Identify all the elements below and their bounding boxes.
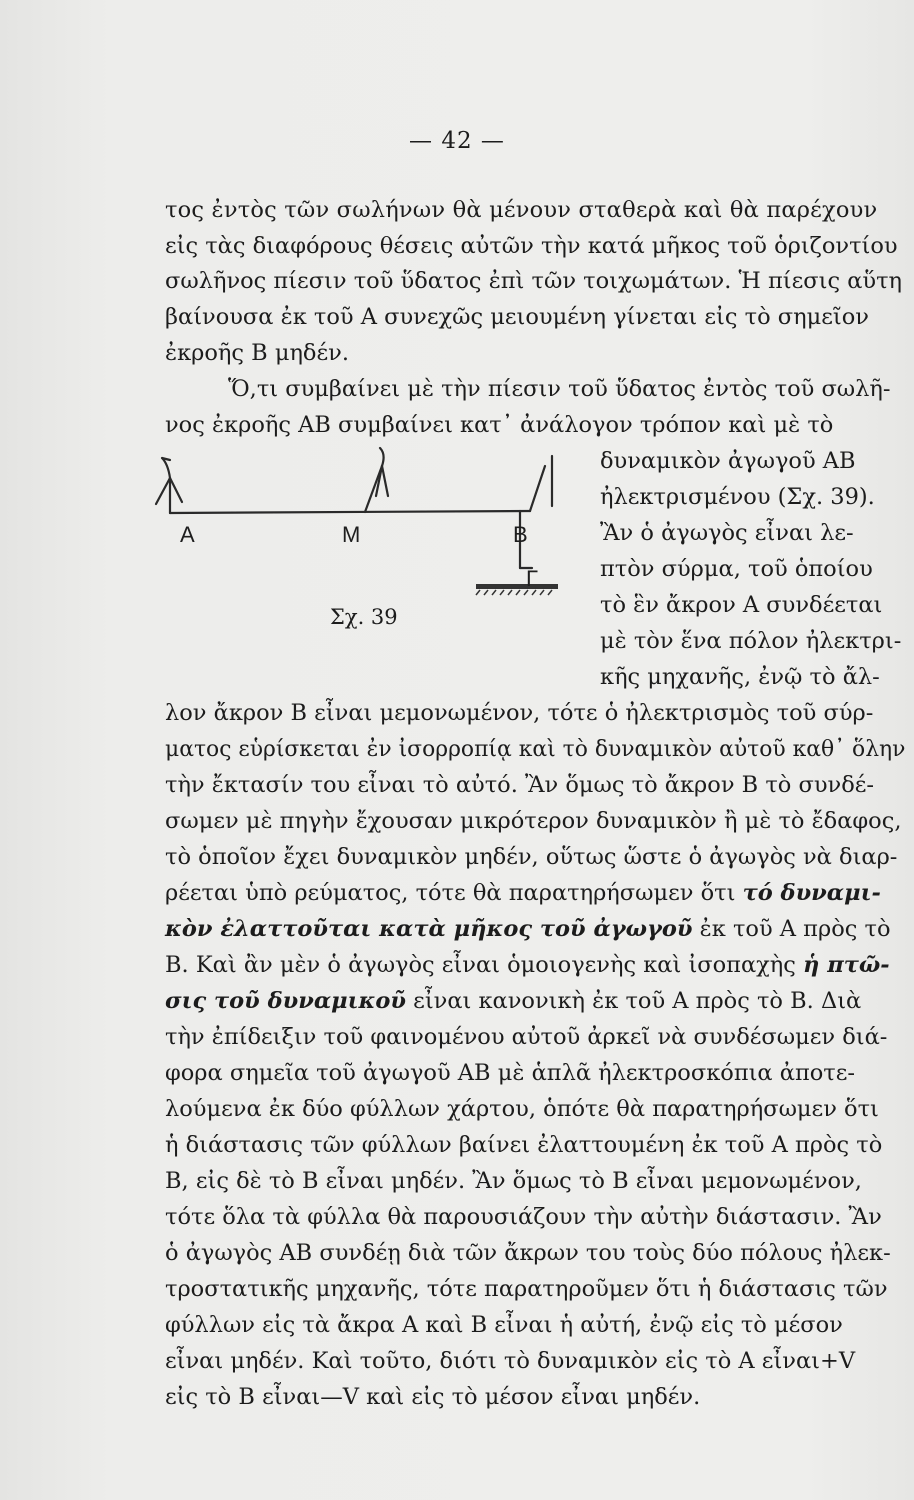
label-m: M <box>342 522 361 547</box>
text-run: ρέεται ὑπὸ ρεύματος, τότε θὰ παρατηρήσωμεν ὅτι <box>165 880 736 906</box>
text-line: τότε ὅλα τὰ φύλλα θὰ παρουσιάζουν τὴν αὐτὴν διάστασιν. Ἂν <box>165 1204 882 1230</box>
label-g: Γ <box>526 566 539 591</box>
electroscope-a-hook <box>162 458 170 478</box>
emphasis-text: τό δυναμι- <box>742 880 881 906</box>
emphasis-text: ἡ πτῶ- <box>803 952 890 978</box>
text-run: εἶναι κανονικὴ ἐκ τοῦ Α πρὸς τὸ Β. Διὰ <box>413 988 862 1014</box>
side-text-line: ἠλεκτρισμένου (Σχ. 39). <box>600 484 875 510</box>
emphasis-text: σις τοῦ δυναμικοῦ <box>165 988 406 1014</box>
text-line: τὸ ὁποῖον ἔχει δυναμικὸν μηδέν, οὕτως ὥστε ὁ ἀγωγὸς νὰ διαρ- <box>165 844 898 870</box>
text-line: λον ἄκρον Β εἶναι μεμονωμένον, τότε ὁ ἠλεκτρισμὸς τοῦ σύρ- <box>165 700 874 726</box>
figure-39-diagram <box>150 418 590 668</box>
text-line: ἐκροῆς Β μηδέν. <box>165 340 349 366</box>
text-line <box>165 951 890 979</box>
text-line: τροστατικῆς μηχανῆς, τότε παρατηροῦμεν ὅτι ἡ διάστασις τῶν <box>165 1276 888 1302</box>
text-line: ἡ διάστασις τῶν φύλλων βαίνει ἐλαττουμένη ἐκ τοῦ Α πρὸς τὸ <box>165 1132 883 1158</box>
ground-hatching <box>476 584 558 595</box>
text-line: τὴν ἔκτασίν του εἶναι τὸ αὐτό. Ἂν ὅμως τὸ ἄκρον Β τὸ συνδέ- <box>165 772 875 798</box>
text-line <box>165 879 881 907</box>
side-text-line: κῆς μηχανῆς, ἐνῷ τὸ ἄλ- <box>600 664 880 690</box>
text-line: σωμεν μὲ πηγὴν ἔχουσαν μικρότερον δυναμικὸν ἢ μὲ τὸ ἔδαφος, <box>165 808 902 834</box>
text-line: Β, εἰς δὲ τὸ Β εἶναι μηδέν. Ἂν ὅμως τὸ Β εἶναι μεμονωμένον, <box>165 1168 862 1194</box>
electroscope-m-hook <box>380 448 384 466</box>
text-line: τος ἐντὸς τῶν σωλήνων θὰ μένουν σταθερὰ καὶ θὰ παρέχουν <box>165 197 878 223</box>
text-line: Ὅ,τι συμβαίνει μὲ τὴν πίεσιν τοῦ ὕδατος ἐντὸς τοῦ σωλῆ- <box>228 376 891 402</box>
text-line <box>165 915 891 943</box>
text-line: λούμενα ἐκ δύο φύλλων χάρτου, ὁπότε θὰ παρατηρήσωμεν ὅτι <box>165 1096 879 1122</box>
text-run: ἐκ τοῦ Α πρὸς τὸ <box>699 916 891 942</box>
electroscope-m-leaves <box>376 466 388 496</box>
text-line: σωλῆνος πίεσιν τοῦ ὕδατος ἐπὶ τῶν τοιχωμάτων. Ἡ πίεσις αὕτη <box>165 268 903 294</box>
text-line: εἶναι μηδέν. Καὶ τοῦτο, διότι τὸ δυναμικὸν εἰς τὸ Α εἶναι+V <box>165 1348 856 1374</box>
emphasis-text: κὸν ἐλαττοῦται κατὰ μῆκος τοῦ ἀγωγοῦ <box>165 916 693 942</box>
side-text-line: Ἂν ὁ ἀγωγὸς εἶναι λε- <box>600 520 854 546</box>
text-line: ματος εὑρίσκεται ἐν ἰσορροπίᾳ καὶ τὸ δυναμικὸν αὐτοῦ καθ᾽ ὅλην <box>165 736 906 762</box>
electroscope-b-stem <box>530 466 545 511</box>
text-line: βαίνουσα ἐκ τοῦ Α συνεχῶς μειουμένη γίνεται εἰς τὸ σημεῖον <box>165 304 869 330</box>
side-text-line: πτὸν σύρμα, τοῦ ὁποίου <box>600 556 873 582</box>
side-text-line: τὸ ἓν ἄκρον Α συνδέεται <box>600 592 883 618</box>
side-text-line: δυναμικὸν ἀγωγοῦ ΑΒ <box>600 448 856 474</box>
figure-caption: Σχ. 39 <box>330 605 398 629</box>
electroscope-m-stem <box>365 466 382 512</box>
text-line: ὁ ἀγωγὸς ΑΒ συνδέῃ διὰ τῶν ἄκρων του τοὺς δύο πόλους ἠλεκ- <box>165 1240 891 1266</box>
text-run: Β. Καὶ ἂν μὲν ὁ ἀγωγὸς εἶναι ὁμοιογενὴς καὶ ἰσοπαχὴς <box>165 952 796 978</box>
page-number: — 42 — <box>409 128 505 154</box>
text-line <box>165 987 861 1015</box>
text-line: φύλλων εἰς τὰ ἄκρα Α καὶ Β εἶναι ἡ αὐτή, ἐνῷ εἰς τὸ μέσον <box>165 1312 843 1338</box>
side-text-line: μὲ τὸν ἕνα πόλον ἠλεκτρι- <box>600 628 902 654</box>
text-line: εἰς τὰς διαφόρους θέσεις αὐτῶν τὴν κατά μῆκος τοῦ ὁριζοντίου <box>165 233 898 259</box>
text-line: εἰς τὸ Β εἶναι—V καὶ εἰς τὸ μέσον εἶναι μηδέν. <box>165 1384 701 1410</box>
text-line: φορα σημεῖα τοῦ ἀγωγοῦ ΑΒ μὲ ἁπλᾶ ἠλεκτροσκόπια ἀποτε- <box>165 1060 856 1086</box>
text-line: τὴν ἐπίδειξιν τοῦ φαινομένου αὐτοῦ ἀρκεῖ νὰ συνδέσωμεν διά- <box>165 1024 888 1050</box>
label-a: A <box>180 522 195 547</box>
conductor-wire <box>170 511 530 513</box>
text-line: νος ἐκροῆς ΑΒ συμβαίνει κατ᾽ ἀνάλογον τρόπον καὶ μὲ τὸ <box>165 412 834 438</box>
label-b: B <box>513 522 528 547</box>
